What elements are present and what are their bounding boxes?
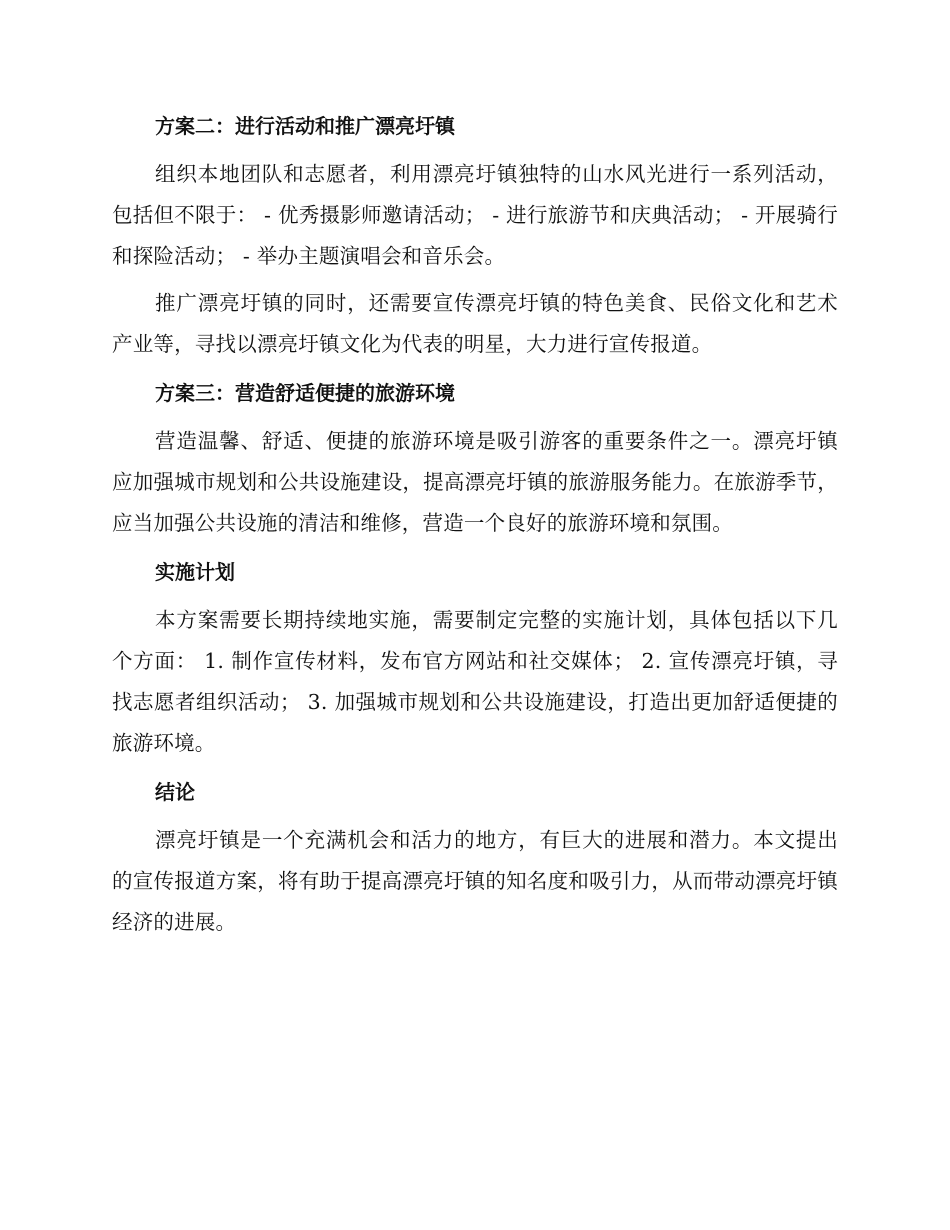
paragraph-implementation: 本方案需要长期持续地实施，需要制定完整的实施计划，具体包括以下几个方面： 1. 制作宣传材料，发布官方网站和社交媒体； 2. 宣传漂亮圩镇，寻找志愿者组织活动； 3. 加强城市规划和公共设施建设，打造出更加舒适便捷的旅游环境。 [112, 608, 838, 755]
paragraph-conclusion: 漂亮圩镇是一个充满机会和活力的地方，有巨大的进展和潜力。本文提出的宣传报道方案，将有助于提高漂亮圩镇的知名度和吸引力，从而带动漂亮圩镇经济的进展。 [112, 828, 838, 934]
document-page [112, 104, 838, 949]
paragraph-promotion: 推广漂亮圩镇的同时，还需要宣传漂亮圩镇的特色美食、民俗文化和艺术产业等，寻找以漂亮圩镇文化为代表的明星，大力进行宣传报道。 [112, 291, 838, 356]
section-heading-implementation: 实施计划 [155, 560, 235, 584]
section-heading-plan-two: 方案二：进行活动和推广漂亮圩镇 [155, 114, 455, 138]
section-heading-plan-three: 方案三：营造舒适便捷的旅游环境 [155, 381, 455, 405]
paragraph-environment: 营造温馨、舒适、便捷的旅游环境是吸引游客的重要条件之一。漂亮圩镇应加强城市规划和公共设施建设，提高漂亮圩镇的旅游服务能力。在旅游季节，应当加强公共设施的清洁和维修，营造一个良好的旅游环境和氛围。 [112, 429, 838, 535]
paragraph-activities: 组织本地团队和志愿者，利用漂亮圩镇独特的山水风光进行一系列活动，包括但不限于： - 优秀摄影师邀请活动； - 进行旅游节和庆典活动； - 开展骑行和探险活动； - 举办主题演唱会和音乐会。 [112, 162, 838, 268]
section-heading-conclusion: 结论 [155, 780, 195, 804]
